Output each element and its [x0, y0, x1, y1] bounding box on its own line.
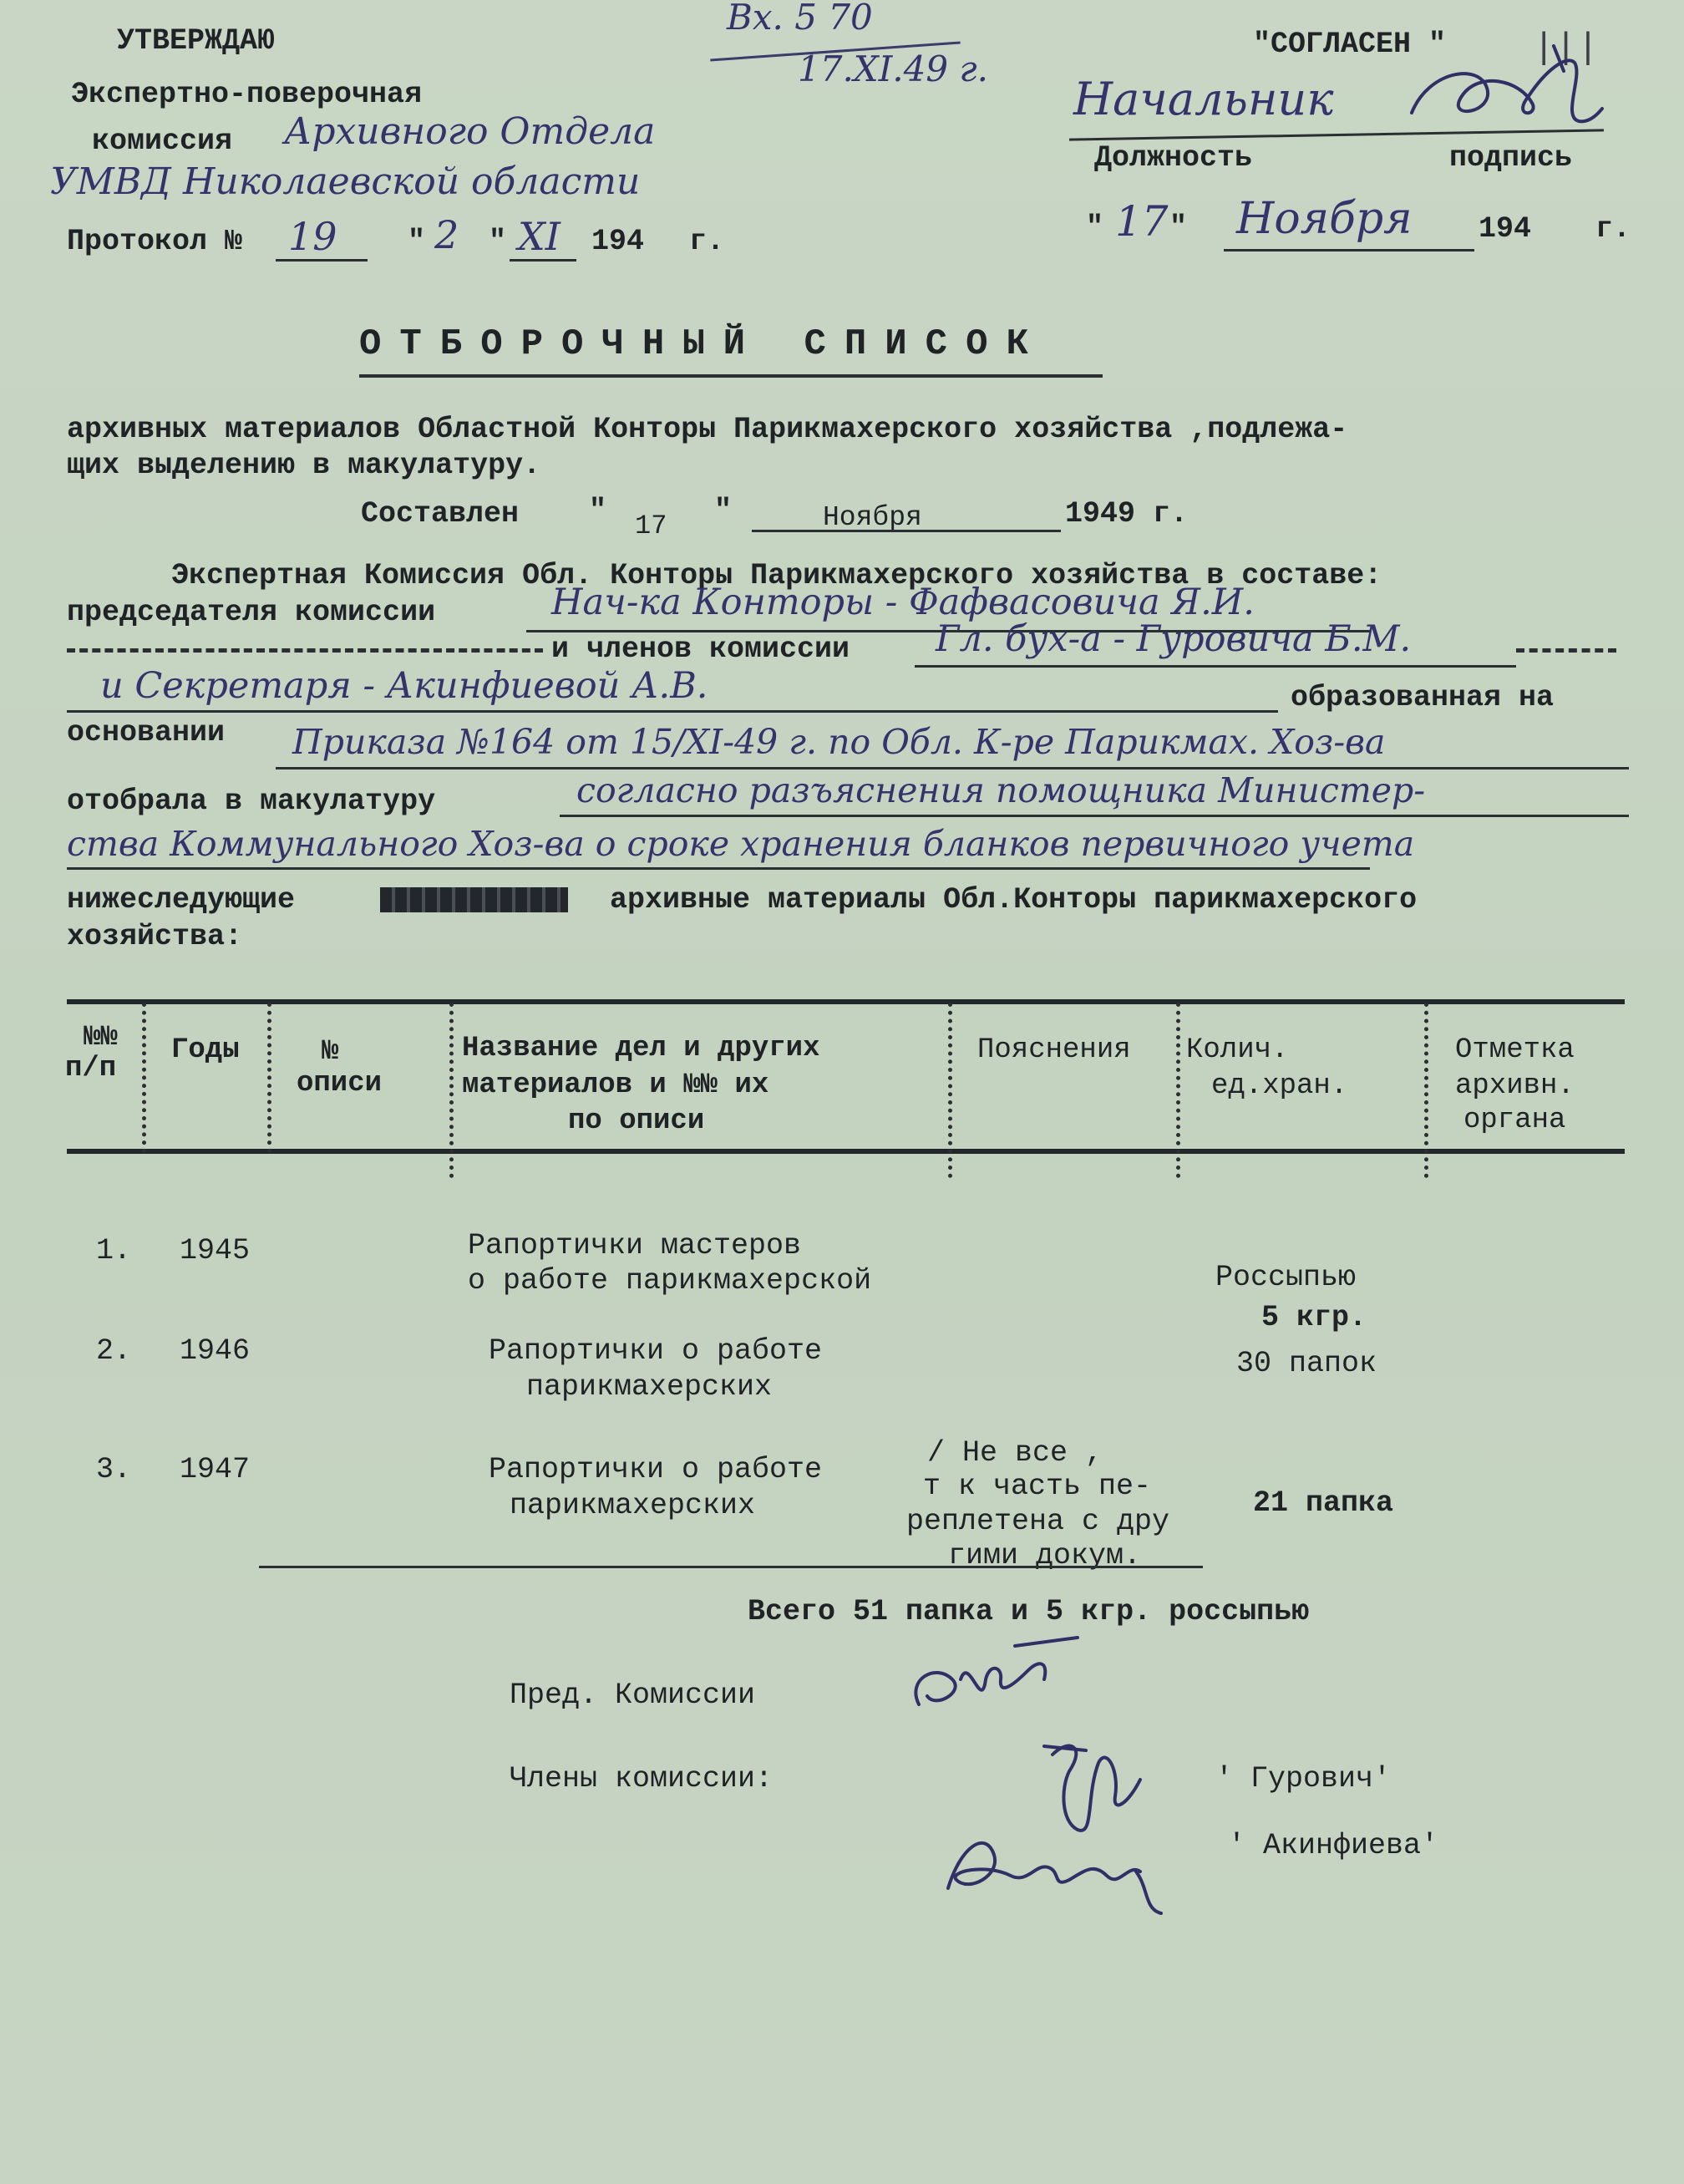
protocol-month: XI	[518, 214, 560, 259]
selected-handwritten-2: ства Коммунального Хоз-ва о сроке хранения бланков первичного учета	[67, 824, 1415, 864]
row-1-name-line1: Рапортички мастеров	[468, 1229, 802, 1262]
row-2-year: 1946	[180, 1334, 251, 1368]
commission-line: Экспертно-поверочная	[71, 78, 423, 111]
members-handwritten: Гл. бух-а - Гуровича Б.М.	[936, 618, 1412, 660]
agreed-quote-open: "	[1086, 211, 1104, 244]
agreed-year-suffix: г.	[1595, 212, 1631, 246]
protocol-day: 2	[434, 212, 459, 257]
members-label: и членов комиссии	[551, 632, 850, 666]
column-divider-1	[142, 1003, 146, 1153]
agreed-day: 17	[1115, 197, 1169, 246]
body-line-1: Экспертная Комиссия Обл. Конторы Парикмахерского хозяйства в составе:	[171, 559, 1382, 592]
header-notes: Пояснения	[977, 1034, 1131, 1066]
quote-close: "	[489, 225, 507, 258]
roman-mark: |||	[1533, 28, 1600, 69]
row-3-note-line3: реплетена с дру	[906, 1505, 1170, 1538]
title-underline	[359, 374, 1103, 378]
position-handwritten: Начальник	[1073, 73, 1334, 125]
header-qty-line2: ед.хран.	[1211, 1070, 1348, 1102]
column-divider-3	[449, 1003, 454, 1178]
row-1-qty-line2: 5 кгр.	[1261, 1301, 1367, 1334]
header-title-line3: по описи	[568, 1105, 705, 1137]
following-line-2: хозяйства:	[67, 920, 243, 953]
column-divider-2	[267, 1003, 271, 1153]
header-title-line2: материалов и №№ их	[462, 1069, 769, 1101]
row-2-number: 2.	[96, 1334, 132, 1368]
row-2-qty: 30 папок	[1236, 1347, 1377, 1380]
header-qty-line1: Колич.	[1186, 1034, 1289, 1066]
chair-signature-label: Пред. Комиссии	[510, 1679, 756, 1712]
header-mark-line3: органа	[1463, 1105, 1566, 1136]
compiled-month-line	[752, 530, 1061, 532]
compiled-day: 17	[635, 510, 667, 541]
member-2-name: ' Акинфиева'	[1228, 1829, 1439, 1862]
header-num-line1: №№	[84, 1022, 118, 1054]
header-mark-line1: Отметка	[1455, 1034, 1575, 1066]
protocol-number: 19	[288, 214, 337, 259]
compiled-label: Составлен	[361, 497, 520, 531]
agreed-month-line	[1224, 249, 1474, 251]
column-divider-6	[1424, 1003, 1428, 1178]
column-divider-4	[948, 1003, 952, 1178]
compiled-quote-close: "	[714, 494, 733, 527]
member-1-name: ' Гурович'	[1215, 1762, 1392, 1795]
incoming-number: Вх. 5 70	[727, 0, 873, 38]
selected-label: отобрала в макулатуру	[67, 785, 436, 818]
table-top-rule	[67, 999, 1625, 1004]
row-3-name-line2: парикмахерских	[510, 1489, 756, 1522]
secretary-handwritten: и Секретаря - Акинфиевой А.В.	[100, 665, 708, 707]
header-title-line1: Название дел и других	[462, 1033, 820, 1064]
header-mark-line2: архивн.	[1455, 1070, 1575, 1102]
selected-line-2	[67, 867, 1370, 870]
commission-label: комиссия	[92, 124, 233, 158]
row-3-note-line1: / Не все ,	[927, 1436, 1103, 1470]
approved-label: УТВЕРЖДАЮ	[117, 24, 276, 58]
document-title: ОТБОРОЧНЫЙ СПИСОК	[359, 323, 1047, 365]
members-dash-left	[67, 648, 543, 653]
basis-line	[276, 767, 1629, 769]
members-line	[915, 665, 1516, 668]
row-2-name-line2: парикмахерских	[526, 1370, 773, 1404]
selected-handwritten-1: согласно разъяснения помощника Министер-	[576, 770, 1426, 810]
chair-label: председателя комиссии	[67, 596, 436, 629]
commission-handwritten-2: УМВД Николаевской области	[50, 160, 641, 203]
member-2-signature	[936, 1813, 1186, 1922]
protocol-year-suffix: г.	[689, 225, 725, 258]
chair-signature	[902, 1629, 1094, 1738]
formed-label: образованная на	[1291, 681, 1555, 714]
protocol-label: Протокол №	[67, 225, 243, 258]
agreed-year: 194	[1479, 212, 1532, 246]
basis-label: основании	[67, 716, 226, 749]
commission-handwritten-1: Архивного Отдела	[284, 110, 656, 153]
position-label: Должность	[1094, 141, 1253, 175]
row-3-name-line1: Рапортички о работе	[489, 1453, 823, 1486]
agreed-month: Ноября	[1236, 194, 1413, 244]
protocol-year: 194	[591, 225, 645, 258]
incoming-date: 17.XI.49 г.	[798, 48, 989, 89]
row-1-name-line2: о работе парикмахерской	[468, 1264, 872, 1298]
protocol-month-line	[510, 259, 576, 262]
members-dash-right	[1516, 648, 1616, 653]
agreed-quote-close: "	[1169, 211, 1188, 244]
row-3-qty: 21 папка	[1253, 1486, 1394, 1520]
row-3-note-line2: т к часть пе-	[923, 1470, 1152, 1503]
approver-signature	[1387, 38, 1612, 138]
total-line: Всего 51 папка и 5 кгр. россыпью	[748, 1595, 1310, 1628]
following-continuation: архивные материалы Обл.Конторы парикмахерского	[610, 883, 1418, 917]
column-divider-5	[1176, 1003, 1180, 1178]
members-signature-label: Члены комиссии:	[510, 1762, 774, 1795]
table-end-line	[259, 1566, 1203, 1568]
row-3-note-line4: гими докум.	[948, 1539, 1142, 1572]
signature-label: подпись	[1449, 141, 1573, 175]
row-1-qty-line1: Россыпью	[1215, 1261, 1357, 1294]
following-label: нижеследующие	[67, 883, 296, 917]
table-header-bottom-rule	[67, 1149, 1625, 1154]
basis-handwritten: Приказа №164 от 15/XI-49 г. по Обл. К-ре Парикмах. Хоз-ва	[292, 722, 1386, 762]
row-3-number: 3.	[96, 1453, 132, 1486]
compiled-quote-open: "	[589, 494, 607, 527]
header-inventory-line1: №	[322, 1036, 339, 1068]
struck-out-word	[380, 887, 568, 912]
chair-handwritten: Нач-ка Конторы - Фафвасовича Я.И.	[551, 582, 1255, 623]
row-2-name-line1: Рапортички о работе	[489, 1334, 823, 1368]
secretary-line	[67, 710, 1278, 713]
row-1-number: 1.	[96, 1234, 132, 1267]
selected-line-1	[560, 815, 1629, 817]
subtitle-line-2: щих выделению в макулатуру.	[67, 449, 541, 482]
subtitle-line-1: архивных материалов Областной Конторы Парикмахерского хозяйства ,подлежа-	[67, 413, 1348, 446]
row-3-year: 1947	[180, 1453, 251, 1486]
row-1-year: 1945	[180, 1234, 251, 1267]
quote-open: "	[408, 225, 426, 258]
compiled-month: Ноября	[823, 502, 922, 533]
header-num-line2: п/п	[65, 1053, 117, 1084]
compiled-year: 1949 г.	[1065, 497, 1189, 531]
protocol-number-line	[276, 259, 368, 262]
header-inventory-line2: описи	[297, 1068, 383, 1100]
header-years: Годы	[171, 1034, 240, 1066]
agreed-label: "СОГЛАСЕН "	[1253, 28, 1447, 61]
